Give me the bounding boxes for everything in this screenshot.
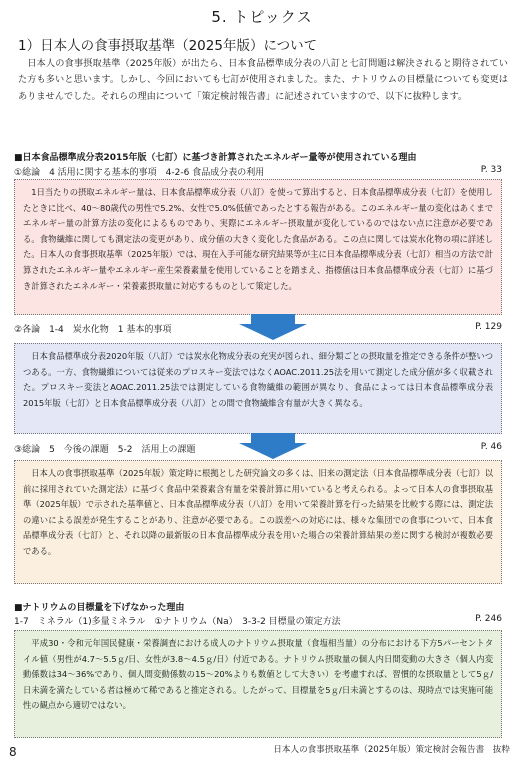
excerpt-box-sodium: 平成30・令和元年国民健康・栄養調査における成人のナトリウム摂取量（食塩相当量）の分布における下方5パーセントタイル値（男性が4.7～5.5ｇ/日、女性が3.8～4.5ｇ/日）付近である。ナトリウム摂取量の個人内日間変動の大きさ（個人内変動係数は34～36%であり、個人間変動係数の15～20%よりも数値として大きい）を考慮すれば、習慣的な摂取量として5ｇ/日未満を満たしている者は極めて稀であると推定される。したがって、目標量を5ｇ/日未満とするのは、現時点では実施可能性の観点から適切ではない。 — [14, 630, 502, 738]
excerpt-box-3: 日本人の食事摂取基準（2025年版）策定時に根拠とした研究論文の多くは、旧来の測定法（日本食品標準成分表（七訂）以前に採用されていた測定法）に基づく食品中栄養素含有量を栄養計算に用いていると考えられる。よって日本人の食事摂取基準（2025年版）で示された基準値と、日本食品標準成分表（八訂）を用いて栄養計算を行った結果を比較する際には、測定法の違いによる誤差が発生することがあり、注意が必要である。この誤差への対応には、様々な集団での食事について、日本食品標準成分表（七訂）と、それ以降の最新版の日本食品標準成分表を用いた場合の栄養計算結果の差に関する検討が複数必要である。 — [14, 460, 502, 584]
reference-page: P. 46 — [480, 442, 502, 452]
reference-label: ③総論 5 今後の課題 5-2 活用上の課題 — [14, 445, 196, 455]
reference-page: P. 129 — [475, 322, 502, 332]
excerpt-box-1: 1日当たりの摂取エネルギー量は、日本食品標準成分表（八訂）を使って算出すると、日本食品標準成分表（七訂）を使用したときに比べ、40～80歳代の男性で5.2%、女性で5.0%低値であったとする報告がある。このエネルギー量の変化はあくまでエネルギー量の計算方法の変化によるものであり、実際にエネルギー摂取量が変化しているのではない点に注意が必要である。食物繊維に関しても測定法の変更があり、成分値の大きく変化した食品がある。この点に関しては炭水化物の項に詳述した。日本人の食事摂取基準（2025年版）では、現在入手可能な研究結果等が主に日本食品標準成分表（七訂）相当の方法で計算されたエネルギー量やエネルギー産生栄養素量を使用していることを踏まえ、指標値は日本食品標準成分表（七訂）に基づき計算されたエネルギー・栄養素摂取量に対応するものとして策定した。 — [14, 179, 502, 315]
reference-label: ②各論 1-4 炭水化物 1 基本的事項 — [14, 325, 172, 335]
reference-line-1 — [14, 165, 502, 178]
reference-page: P. 33 — [480, 165, 502, 175]
footer-source: 日本人の食事摂取基準（2025年版）策定検討会報告書 抜粋 — [273, 745, 510, 755]
section2-heading: ■ナトリウムの目標量を下げなかった理由 — [14, 603, 185, 613]
reference-page: P. 246 — [475, 614, 502, 624]
intro-paragraph: 日本人の食事摂取基準（2025年版）が出たら、日本食品標準成分表の八訂と七訂問題は解決されると期待されていた方も多いと思います。しかし、今回においても七訂が使用されました。また、ナトリウムの目標量についても変更はありませんでした。それらの理由について「策定検討報告書」に記述されていますので、以下に抜粋します。 — [18, 58, 508, 102]
reference-line-2 — [14, 322, 502, 335]
reference-line-sodium — [14, 614, 502, 627]
section1-heading: ■日本食品標準成分表2015年版（七訂）に基づき計算されたエネルギー量等が使用されている理由 — [14, 153, 417, 163]
reference-label: 1-7 ミネラル（1)多量ミネラル ①ナトリウム（Na） 3-3-2 目標量の策定方法 — [14, 617, 341, 627]
section-subtitle: 1）日本人の食事摂取基準（2025年版）について — [18, 38, 318, 54]
page-number: 8 — [9, 745, 17, 759]
page-title: 5. トピックス — [211, 8, 313, 26]
excerpt-box-2: 日本食品標準成分表2020年版（八訂）では炭水化物成分表の充実が図られ、細分類ごとの摂取量を推定できる条件が整いつつある。一方、食物繊維については従来のプロスキー変法ではなくAOAC.2011.25法を用いて測定した成分値が多く収載された。プロスキー変法とAOAC.2011.25法では測定している食物繊維の範囲が異なり、食品によっては日本食品標準成分表2015年版（七訂）と日本食品標準成分表（八訂）との間で食物繊維含有量が大きく異なる。 — [14, 343, 502, 434]
reference-line-3 — [14, 442, 502, 455]
reference-label: ①総論 4 活用に関する基本的事項 4-2-6 食品成分表の利用 — [14, 168, 265, 178]
